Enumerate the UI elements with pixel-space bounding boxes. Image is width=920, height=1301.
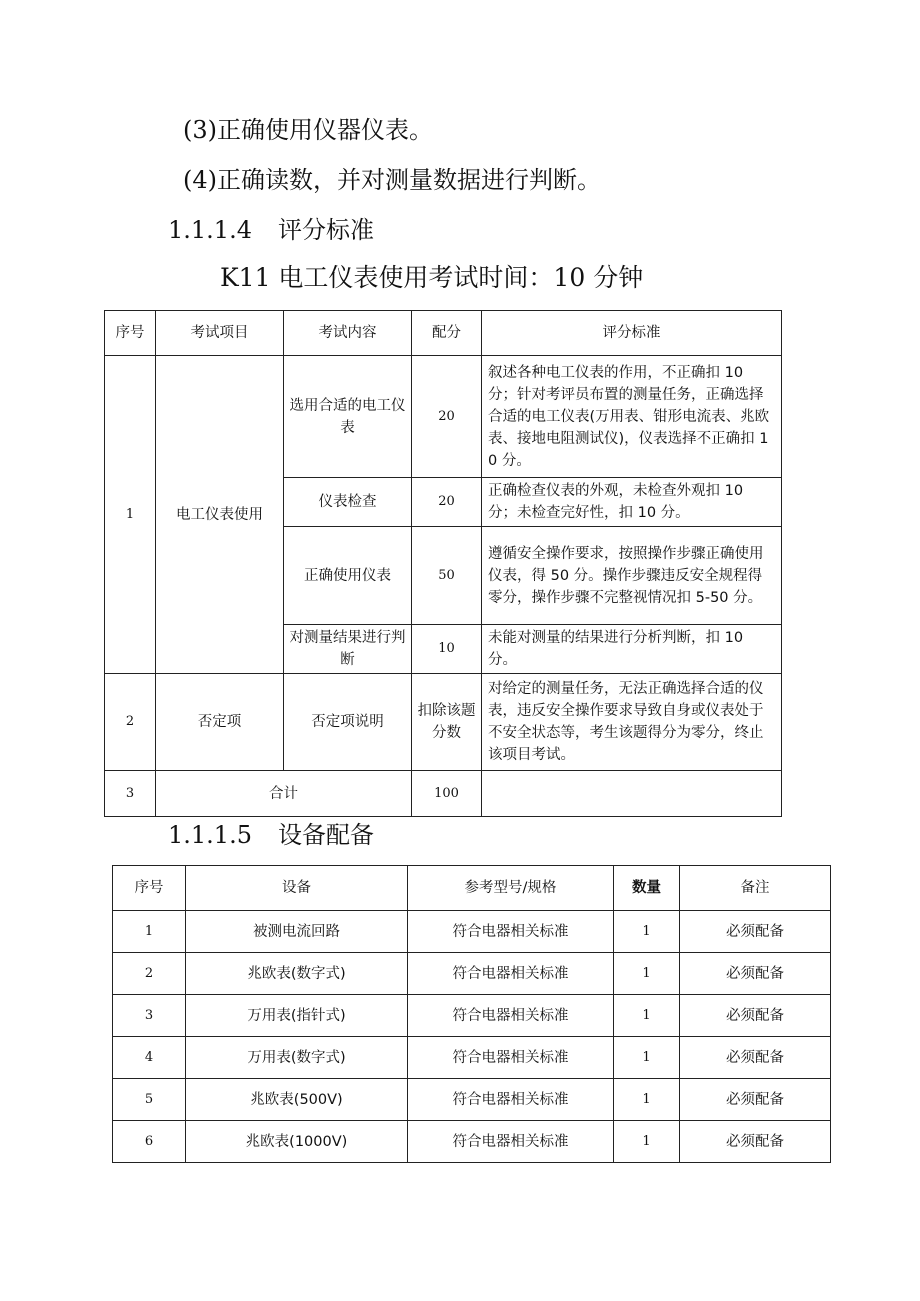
device-qty: 1: [614, 995, 680, 1037]
row-index: 2: [105, 674, 156, 771]
device-name: 被测电流回路: [186, 911, 408, 953]
device-name: 兆欧表(1000V): [186, 1121, 408, 1163]
exam-title: K11 电工仪表使用考试时间：10 分钟: [220, 263, 644, 292]
table-row: [113, 995, 831, 1037]
section-title: 设备配备: [278, 821, 374, 849]
device-name: 兆欧表(数字式): [186, 953, 408, 995]
device-name: 万用表(指针式): [186, 995, 408, 1037]
device-note: 必须配备: [680, 1079, 831, 1121]
device-note: 必须配备: [680, 995, 831, 1037]
row-index: 1: [113, 911, 186, 953]
section-number: 1.1.1.5: [168, 821, 252, 849]
exam-project: 电工仪表使用: [156, 356, 284, 674]
device-spec: 符合电器相关标准: [408, 1037, 614, 1079]
equipment-table: [112, 865, 831, 1163]
row-index: 4: [113, 1037, 186, 1079]
table-header-row: [113, 866, 831, 911]
section-heading-equipment: [168, 815, 374, 850]
device-qty: 1: [614, 953, 680, 995]
table-header-row: [105, 311, 782, 356]
total-row: [105, 771, 782, 817]
table-row: [113, 1037, 831, 1079]
points: 扣除该题分数: [412, 674, 482, 771]
header-cell: 考试内容: [284, 311, 412, 356]
device-note: 必须配备: [680, 911, 831, 953]
scoring-standard: 对给定的测量任务，无法正确选择合适的仪表，违反安全操作要求导致自身或仪表处于不安全状态等，考生该题得分为零分，终止该项目考试。: [482, 674, 782, 771]
section-heading-scoring: [168, 210, 374, 245]
section-title: 评分标准: [278, 216, 374, 244]
device-note: 必须配备: [680, 1121, 831, 1163]
device-note: 必须配备: [680, 1037, 831, 1079]
device-name: 万用表(数字式): [186, 1037, 408, 1079]
device-qty: 1: [614, 1121, 680, 1163]
device-spec: 符合电器相关标准: [408, 1079, 614, 1121]
device-qty: 1: [614, 911, 680, 953]
row-index: 5: [113, 1079, 186, 1121]
header-cell: 序号: [105, 311, 156, 356]
header-cell: 序号: [113, 866, 186, 911]
header-cell: 数量: [614, 866, 680, 911]
device-name: 兆欧表(500V): [186, 1079, 408, 1121]
device-spec: 符合电器相关标准: [408, 995, 614, 1037]
section-number: 1.1.1.4: [168, 216, 252, 244]
scoring-standard: 叙述各种电工仪表的作用，不正确扣 10 分；针对考评员布置的测量任务，正确选择合适的电工仪表(万用表、钳形电流表、兆欧表、接地电阻测试仪)，仪表选择不正确扣 10 分。: [482, 356, 782, 478]
row-index: 6: [113, 1121, 186, 1163]
device-qty: 1: [614, 1079, 680, 1121]
table-row: [105, 674, 782, 771]
header-cell: 备注: [680, 866, 831, 911]
device-note: 必须配备: [680, 953, 831, 995]
points: 20: [412, 356, 482, 478]
exam-content: 仪表检查: [284, 478, 412, 527]
table-row: [113, 1079, 831, 1121]
exam-content: 正确使用仪表: [284, 527, 412, 625]
row-index: 1: [105, 356, 156, 674]
requirement-item-3: (3)正确使用仪器仪表。: [183, 116, 433, 144]
scoring-standard: 遵循安全操作要求，按照操作步骤正确使用仪表，得 50 分。操作步骤违反安全规程得零分，操作步骤不完整视情况扣 5-50 分。: [482, 527, 782, 625]
device-spec: 符合电器相关标准: [408, 1121, 614, 1163]
row-index: 3: [113, 995, 186, 1037]
scoring-table: [104, 310, 782, 817]
device-spec: 符合电器相关标准: [408, 953, 614, 995]
table-row: [113, 953, 831, 995]
header-cell: 配分: [412, 311, 482, 356]
table-row: [113, 1121, 831, 1163]
points: 20: [412, 478, 482, 527]
exam-project: 否定项: [156, 674, 284, 771]
scoring-standard: [482, 771, 782, 817]
table-row: [113, 911, 831, 953]
row-index: 3: [105, 771, 156, 817]
header-cell: 参考型号/规格: [408, 866, 614, 911]
header-cell: 设备: [186, 866, 408, 911]
scoring-standard: 未能对测量的结果进行分析判断，扣 10 分。: [482, 625, 782, 674]
device-spec: 符合电器相关标准: [408, 911, 614, 953]
header-cell: 评分标准: [482, 311, 782, 356]
row-index: 2: [113, 953, 186, 995]
table-row: [105, 356, 782, 478]
exam-content: 对测量结果进行判断: [284, 625, 412, 674]
exam-content: 选用合适的电工仪表: [284, 356, 412, 478]
points: 50: [412, 527, 482, 625]
requirement-item-4: (4)正确读数，并对测量数据进行判断。: [183, 166, 601, 194]
device-qty: 1: [614, 1037, 680, 1079]
total-label: 合计: [156, 771, 412, 817]
scoring-standard: 正确检查仪表的外观，未检查外观扣 10 分；未检查完好性，扣 10 分。: [482, 478, 782, 527]
exam-content: 否定项说明: [284, 674, 412, 771]
points: 10: [412, 625, 482, 674]
header-cell: 考试项目: [156, 311, 284, 356]
total-points: 100: [412, 771, 482, 817]
